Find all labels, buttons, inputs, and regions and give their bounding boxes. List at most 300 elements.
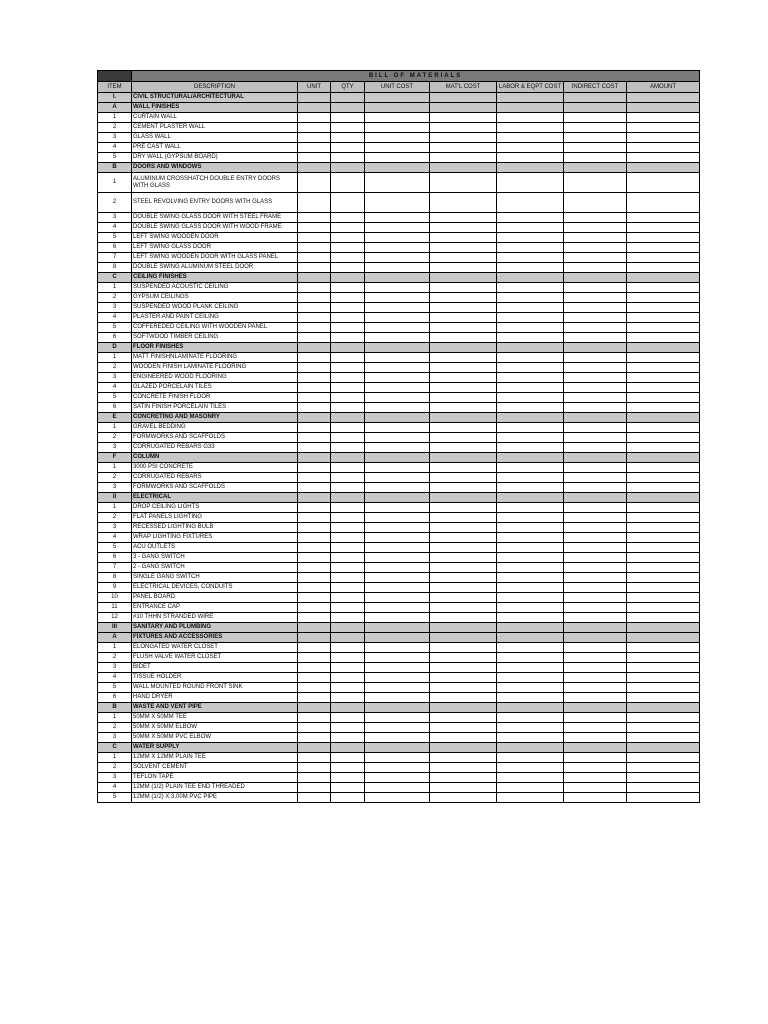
value-cell: [331, 493, 365, 503]
description-cell: 12MM X 12MM PLAIN TEE: [132, 753, 298, 763]
value-cell: [497, 293, 564, 303]
value-cell: [627, 513, 700, 523]
value-cell: [298, 783, 331, 793]
value-cell: [365, 703, 430, 713]
value-cell: [298, 693, 331, 703]
description-cell: DOORS AND WINDOWS: [132, 163, 298, 173]
value-cell: [298, 593, 331, 603]
value-cell: [564, 123, 627, 133]
value-cell: [430, 393, 497, 403]
value-cell: [365, 143, 430, 153]
value-cell: [331, 513, 365, 523]
value-cell: [365, 323, 430, 333]
value-cell: [298, 703, 331, 713]
value-cell: [564, 753, 627, 763]
description-cell: CEMENT PLASTER WALL: [132, 123, 298, 133]
value-cell: [331, 123, 365, 133]
value-cell: [331, 523, 365, 533]
table-row: [98, 423, 700, 433]
item-cell: 2: [98, 723, 132, 733]
value-cell: [430, 173, 497, 193]
description-cell: ELECTRICAL DEVICES, CONDUITS: [132, 583, 298, 593]
value-cell: [627, 603, 700, 613]
table-row: [98, 403, 700, 413]
value-cell: [331, 263, 365, 273]
value-cell: [627, 743, 700, 753]
value-cell: [331, 673, 365, 683]
value-cell: [497, 113, 564, 123]
value-cell: [564, 723, 627, 733]
value-cell: [331, 193, 365, 213]
description-cell: GYPSUM CEILINGS: [132, 293, 298, 303]
value-cell: [497, 583, 564, 593]
value-cell: [298, 633, 331, 643]
value-cell: [627, 393, 700, 403]
value-cell: [430, 353, 497, 363]
value-cell: [298, 573, 331, 583]
item-cell: 5: [98, 233, 132, 243]
title-corner: [98, 71, 132, 82]
header-amount: AMOUNT: [627, 82, 700, 93]
item-cell: 3: [98, 733, 132, 743]
value-cell: [298, 763, 331, 773]
description-cell: PRE CAST WALL: [132, 143, 298, 153]
item-cell: 3: [98, 213, 132, 223]
bom-table: [97, 70, 700, 803]
value-cell: [497, 333, 564, 343]
value-cell: [298, 363, 331, 373]
value-cell: [430, 123, 497, 133]
value-cell: [298, 583, 331, 593]
value-cell: [430, 413, 497, 423]
description-cell: SOLVENT CEMENT: [132, 763, 298, 773]
table-row: [98, 253, 700, 263]
table-row: [98, 653, 700, 663]
value-cell: [564, 353, 627, 363]
value-cell: [627, 363, 700, 373]
value-cell: [331, 143, 365, 153]
value-cell: [497, 733, 564, 743]
table-row: [98, 723, 700, 733]
column-header-row: [98, 82, 700, 93]
item-cell: F: [98, 453, 132, 463]
table-row: [98, 123, 700, 133]
item-cell: 3: [98, 443, 132, 453]
description-cell: SOFTWOOD TIMBER CEILING: [132, 333, 298, 343]
item-cell: 7: [98, 563, 132, 573]
description-cell: FLOOR FINISHES: [132, 343, 298, 353]
value-cell: [627, 753, 700, 763]
value-cell: [564, 373, 627, 383]
table-row: [98, 133, 700, 143]
description-cell: RECESSED LIGHTING BULB: [132, 523, 298, 533]
description-cell: ENTRANCE CAP: [132, 603, 298, 613]
description-cell: ELECTRICAL: [132, 493, 298, 503]
value-cell: [564, 643, 627, 653]
table-row: [98, 603, 700, 613]
value-cell: [430, 243, 497, 253]
value-cell: [497, 683, 564, 693]
value-cell: [497, 133, 564, 143]
table-row: [98, 773, 700, 783]
table-row: [98, 503, 700, 513]
description-cell: LEFT SWING WOODEN DOOR: [132, 233, 298, 243]
value-cell: [564, 633, 627, 643]
value-cell: [331, 163, 365, 173]
value-cell: [331, 783, 365, 793]
section-row: [98, 163, 700, 173]
value-cell: [627, 463, 700, 473]
value-cell: [430, 793, 497, 803]
value-cell: [298, 463, 331, 473]
table-row: [98, 293, 700, 303]
value-cell: [627, 533, 700, 543]
header-unit-cost: UNIT COST: [365, 82, 430, 93]
value-cell: [627, 703, 700, 713]
table-row: [98, 713, 700, 723]
value-cell: [564, 663, 627, 673]
value-cell: [564, 113, 627, 123]
value-cell: [497, 593, 564, 603]
value-cell: [430, 403, 497, 413]
value-cell: [331, 643, 365, 653]
value-cell: [497, 253, 564, 263]
value-cell: [564, 283, 627, 293]
value-cell: [627, 283, 700, 293]
value-cell: [365, 653, 430, 663]
value-cell: [298, 503, 331, 513]
item-cell: 1: [98, 713, 132, 723]
value-cell: [298, 323, 331, 333]
table-row: [98, 583, 700, 593]
value-cell: [331, 583, 365, 593]
value-cell: [497, 283, 564, 293]
header-qty: QTY: [331, 82, 365, 93]
item-cell: D: [98, 343, 132, 353]
header-description: DESCRIPTION: [132, 82, 298, 93]
value-cell: [298, 163, 331, 173]
description-cell: GLAZED PORCELAIN TILES: [132, 383, 298, 393]
description-cell: 50MM X 50MM ELBOW: [132, 723, 298, 733]
value-cell: [430, 613, 497, 623]
table-row: [98, 353, 700, 363]
value-cell: [564, 743, 627, 753]
value-cell: [331, 173, 365, 193]
value-cell: [430, 223, 497, 233]
value-cell: [298, 643, 331, 653]
value-cell: [331, 553, 365, 563]
value-cell: [298, 293, 331, 303]
item-cell: 5: [98, 683, 132, 693]
value-cell: [430, 473, 497, 483]
section-row: [98, 343, 700, 353]
value-cell: [627, 573, 700, 583]
item-cell: 8: [98, 263, 132, 273]
value-cell: [365, 123, 430, 133]
description-cell: CORRUGATED REBARS: [132, 473, 298, 483]
value-cell: [497, 243, 564, 253]
value-cell: [564, 443, 627, 453]
item-cell: 6: [98, 403, 132, 413]
value-cell: [365, 423, 430, 433]
description-cell: FORMWORKS AND SCAFFOLDS: [132, 483, 298, 493]
table-row: [98, 193, 700, 213]
value-cell: [627, 653, 700, 663]
value-cell: [365, 243, 430, 253]
value-cell: [331, 233, 365, 243]
value-cell: [627, 273, 700, 283]
value-cell: [430, 633, 497, 643]
value-cell: [331, 743, 365, 753]
table-row: [98, 393, 700, 403]
value-cell: [497, 573, 564, 583]
item-cell: 2: [98, 193, 132, 213]
description-cell: MATT FINISHNLAMINATE FLOORING: [132, 353, 298, 363]
item-cell: C: [98, 273, 132, 283]
value-cell: [627, 543, 700, 553]
table-row: [98, 173, 700, 193]
value-cell: [430, 463, 497, 473]
item-cell: 2: [98, 123, 132, 133]
value-cell: [331, 563, 365, 573]
value-cell: [365, 603, 430, 613]
value-cell: [564, 733, 627, 743]
value-cell: [430, 703, 497, 713]
section-row: [98, 93, 700, 103]
value-cell: [365, 743, 430, 753]
value-cell: [564, 143, 627, 153]
description-cell: CORRUGATED REBARS G33: [132, 443, 298, 453]
table-row: [98, 263, 700, 273]
table-row: [98, 153, 700, 163]
value-cell: [430, 273, 497, 283]
value-cell: [298, 753, 331, 763]
value-cell: [627, 413, 700, 423]
value-cell: [497, 123, 564, 133]
item-cell: 2: [98, 433, 132, 443]
value-cell: [497, 513, 564, 523]
value-cell: [298, 403, 331, 413]
value-cell: [298, 513, 331, 523]
table-row: [98, 563, 700, 573]
value-cell: [497, 353, 564, 363]
value-cell: [497, 173, 564, 193]
description-cell: 50MM X 50MM TEE: [132, 713, 298, 723]
value-cell: [430, 623, 497, 633]
value-cell: [497, 413, 564, 423]
value-cell: [430, 483, 497, 493]
value-cell: [365, 463, 430, 473]
value-cell: [365, 273, 430, 283]
value-cell: [564, 233, 627, 243]
table-row: [98, 323, 700, 333]
item-cell: 4: [98, 313, 132, 323]
item-cell: 4: [98, 383, 132, 393]
table-row: [98, 593, 700, 603]
value-cell: [564, 303, 627, 313]
value-cell: [365, 333, 430, 343]
item-cell: 1: [98, 353, 132, 363]
value-cell: [365, 313, 430, 323]
value-cell: [627, 403, 700, 413]
section-row: [98, 413, 700, 423]
value-cell: [430, 143, 497, 153]
value-cell: [564, 193, 627, 213]
value-cell: [430, 323, 497, 333]
value-cell: [331, 683, 365, 693]
value-cell: [298, 773, 331, 783]
value-cell: [564, 463, 627, 473]
value-cell: [365, 533, 430, 543]
description-cell: COFFEREDED CEILING WITH WOODEN PANEL: [132, 323, 298, 333]
item-cell: 6: [98, 243, 132, 253]
description-cell: WALL FINISHES: [132, 103, 298, 113]
value-cell: [365, 343, 430, 353]
item-cell: A: [98, 103, 132, 113]
description-cell: WRAP LIGHTING FIXTURES: [132, 533, 298, 543]
item-cell: 2: [98, 513, 132, 523]
value-cell: [497, 603, 564, 613]
value-cell: [564, 713, 627, 723]
table-row: [98, 513, 700, 523]
value-cell: [331, 733, 365, 743]
value-cell: [298, 743, 331, 753]
value-cell: [430, 783, 497, 793]
value-cell: [365, 633, 430, 643]
item-cell: III: [98, 623, 132, 633]
value-cell: [564, 563, 627, 573]
table-row: [98, 333, 700, 343]
value-cell: [365, 593, 430, 603]
value-cell: [298, 683, 331, 693]
value-cell: [365, 113, 430, 123]
description-cell: CEILING FINISHES: [132, 273, 298, 283]
value-cell: [298, 303, 331, 313]
description-cell: DOUBLE SWING ALUMINUM STEEL DOOR: [132, 263, 298, 273]
value-cell: [627, 553, 700, 563]
value-cell: [430, 493, 497, 503]
value-cell: [430, 153, 497, 163]
value-cell: [365, 573, 430, 583]
value-cell: [365, 643, 430, 653]
item-cell: 4: [98, 673, 132, 683]
description-cell: DOUBLE SWING GLASS DOOR WITH STEEL FRAME: [132, 213, 298, 223]
item-cell: 6: [98, 693, 132, 703]
value-cell: [430, 553, 497, 563]
value-cell: [627, 213, 700, 223]
item-cell: 1: [98, 173, 132, 193]
value-cell: [298, 213, 331, 223]
value-cell: [331, 323, 365, 333]
value-cell: [331, 383, 365, 393]
value-cell: [331, 573, 365, 583]
value-cell: [365, 623, 430, 633]
description-cell: TISSUE HOLDER: [132, 673, 298, 683]
value-cell: [331, 723, 365, 733]
value-cell: [564, 703, 627, 713]
table-row: [98, 433, 700, 443]
table-row: [98, 303, 700, 313]
value-cell: [365, 473, 430, 483]
value-cell: [365, 443, 430, 453]
value-cell: [627, 593, 700, 603]
value-cell: [564, 93, 627, 103]
table-row: [98, 753, 700, 763]
value-cell: [331, 503, 365, 513]
value-cell: [497, 403, 564, 413]
value-cell: [430, 363, 497, 373]
value-cell: [564, 313, 627, 323]
description-cell: ENGINEERED WOOD FLOORING: [132, 373, 298, 383]
item-cell: 3: [98, 773, 132, 783]
section-row: [98, 273, 700, 283]
value-cell: [331, 153, 365, 163]
value-cell: [497, 393, 564, 403]
table-row: [98, 363, 700, 373]
value-cell: [331, 133, 365, 143]
value-cell: [564, 403, 627, 413]
value-cell: [564, 683, 627, 693]
item-cell: II: [98, 493, 132, 503]
value-cell: [497, 633, 564, 643]
value-cell: [564, 153, 627, 163]
header-matl-cost: MAT'L COST: [430, 82, 497, 93]
value-cell: [365, 193, 430, 213]
value-cell: [627, 233, 700, 243]
value-cell: [430, 443, 497, 453]
value-cell: [298, 613, 331, 623]
bill-of-materials-sheet: [97, 70, 699, 803]
value-cell: [365, 753, 430, 763]
description-cell: WOODEN FINISH LAMINATE FLOORING: [132, 363, 298, 373]
value-cell: [497, 623, 564, 633]
value-cell: [497, 503, 564, 513]
item-cell: 10: [98, 593, 132, 603]
item-cell: 4: [98, 533, 132, 543]
item-cell: 6: [98, 333, 132, 343]
value-cell: [497, 493, 564, 503]
sheet-title: BILL OF MATERIALS: [132, 71, 700, 82]
value-cell: [627, 683, 700, 693]
value-cell: [430, 313, 497, 323]
table-row: [98, 693, 700, 703]
description-cell: PLASTER AND PAINT CEILING: [132, 313, 298, 323]
value-cell: [430, 563, 497, 573]
description-cell: FLUSH VALVE WATER CLOSET: [132, 653, 298, 663]
value-cell: [564, 613, 627, 623]
value-cell: [331, 543, 365, 553]
value-cell: [627, 613, 700, 623]
value-cell: [430, 213, 497, 223]
item-cell: 1: [98, 643, 132, 653]
value-cell: [627, 443, 700, 453]
value-cell: [365, 493, 430, 503]
table-row: [98, 763, 700, 773]
value-cell: [331, 353, 365, 363]
value-cell: [331, 293, 365, 303]
value-cell: [627, 693, 700, 703]
value-cell: [497, 693, 564, 703]
table-row: [98, 793, 700, 803]
value-cell: [564, 513, 627, 523]
value-cell: [497, 323, 564, 333]
value-cell: [298, 413, 331, 423]
description-cell: FORMWORKS AND SCAFFOLDS: [132, 433, 298, 443]
value-cell: [298, 333, 331, 343]
value-cell: [430, 263, 497, 273]
value-cell: [564, 603, 627, 613]
value-cell: [298, 113, 331, 123]
